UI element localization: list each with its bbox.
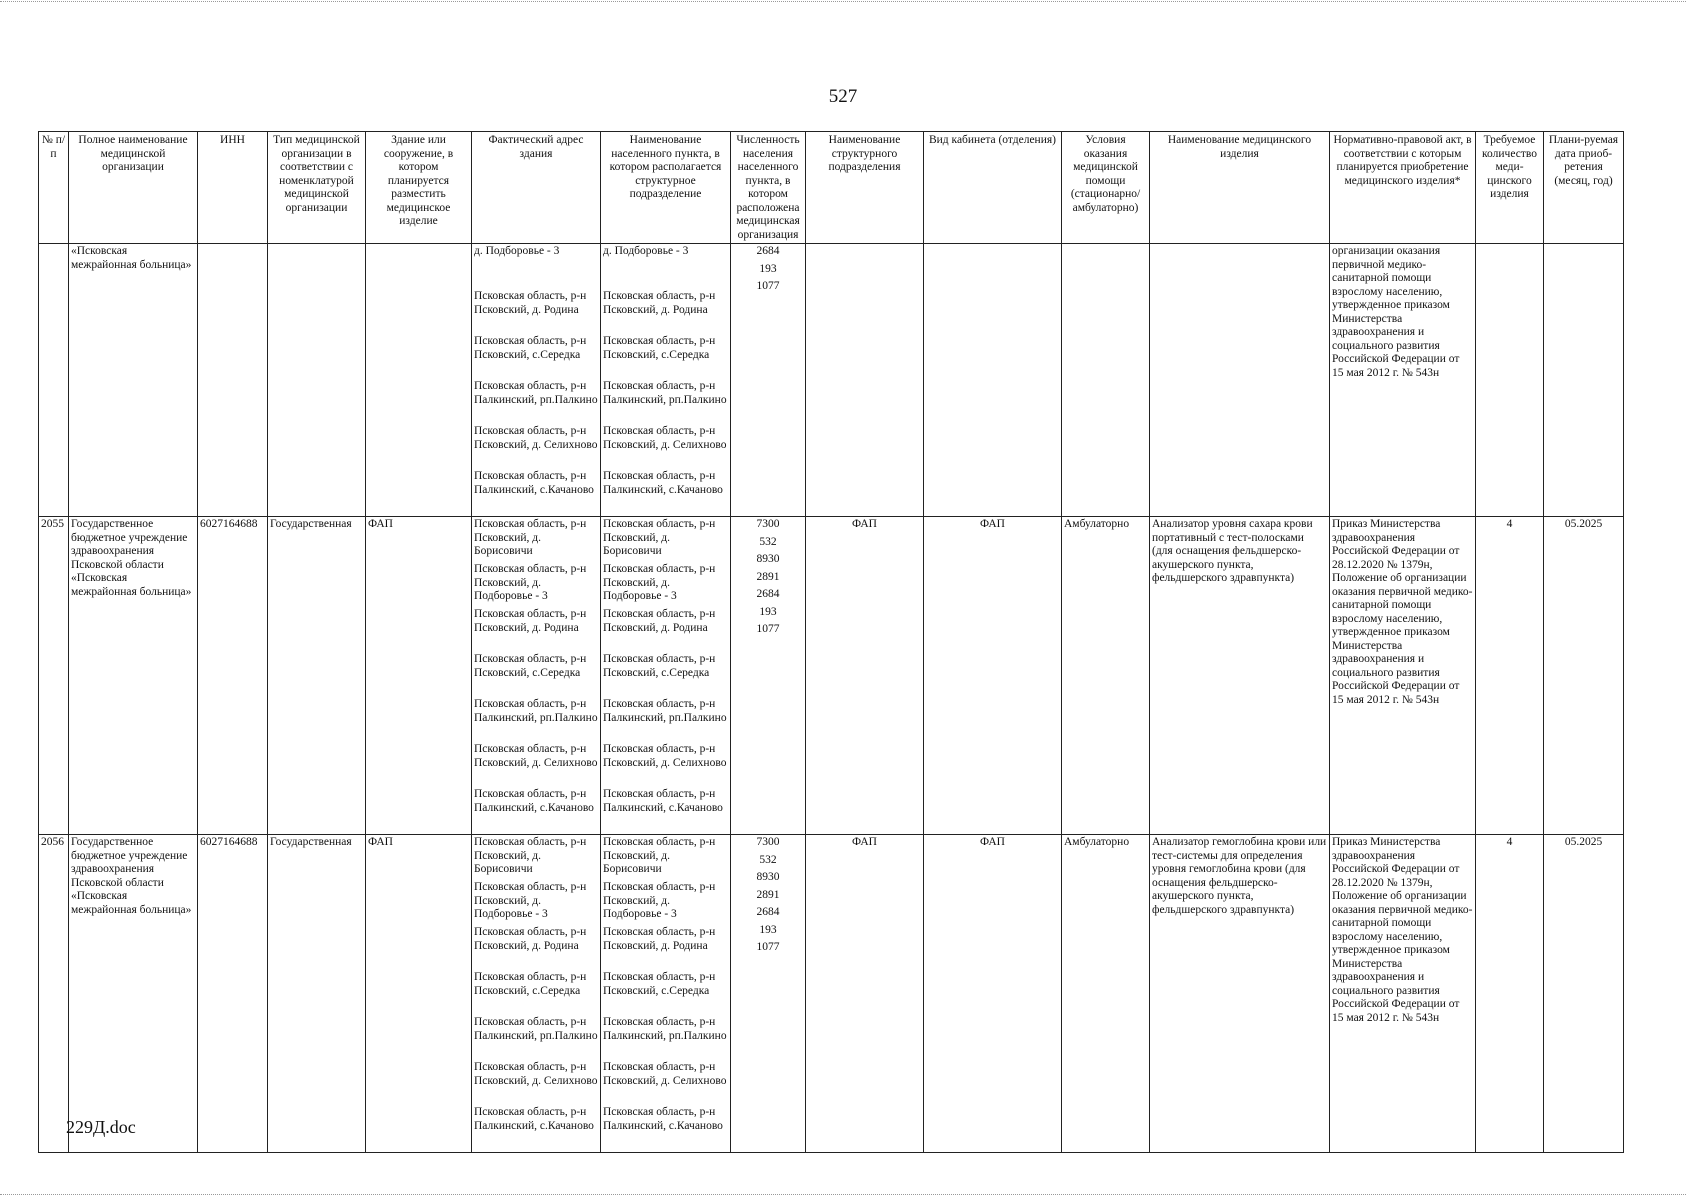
settlement: Псковская область, р-н Псковский, с.Середка xyxy=(603,653,716,679)
address-cell xyxy=(472,835,601,1153)
conditions-cell: Амбулаторно xyxy=(1062,835,1150,1153)
address: Псковская область, р-н Псковский, д. Родина xyxy=(474,608,587,634)
org-name-cell: Государственное бюджетное учреждение здравоохранения Псковской области «Псковская межрайонная больница» xyxy=(69,517,198,835)
device-cell xyxy=(1150,244,1330,517)
division-cell: ФАП xyxy=(806,835,924,1153)
population-value: 7300 xyxy=(756,836,780,848)
org-type-cell: Государственная xyxy=(268,517,366,835)
page-number: 527 xyxy=(828,86,858,107)
row-number-cell xyxy=(39,244,69,517)
row-number-cell: 2056 xyxy=(39,835,69,1153)
settlement: Псковская область, р-н Палкинский, с.Качаново xyxy=(603,470,723,496)
address: Псковская область, р-н Палкинский, рп.Палкино xyxy=(474,380,598,406)
building-cell: ФАП xyxy=(366,517,472,835)
population-value: 532 xyxy=(759,853,777,866)
column-header: Здание или сооружение, в котором планируется разместить медицинское изделие xyxy=(366,132,472,244)
legal-act-cell: Приказ Министерства здравоохранения Российской Федерации от 28.12.2020 № 1379н, Положение об организации оказания первичной медико-санитарной помощи взрослому населению, утвержденное приказом Министерства здравоохранения и социального развития Российской Федерации от 15 мая 2012 г. № 543н xyxy=(1330,835,1476,1153)
address: Псковская область, р-н Псковский, с.Середка xyxy=(474,653,587,679)
inn-cell: 6027164688 xyxy=(198,517,268,835)
settlement: Псковская область, р-н Псковский, д. Родина xyxy=(603,926,716,952)
settlement: Псковская область, р-н Псковский, д. Подборовье - 3 xyxy=(603,881,716,920)
column-header: Нормативно-правовой акт, в соответствии с которым планируется приобретение медицинского изделия* xyxy=(1330,132,1476,244)
footer-filename: 229Д.doc xyxy=(66,1117,136,1137)
address: Псковская область, р-н Псковский, д. Селихново xyxy=(474,1061,598,1087)
conditions-cell: Амбулаторно xyxy=(1062,517,1150,835)
building-cell: ФАП xyxy=(366,835,472,1153)
address-cell xyxy=(472,517,601,835)
column-header: ИНН xyxy=(198,132,268,244)
division-cell: ФАП xyxy=(806,517,924,835)
settlement: Псковская область, р-н Псковский, д. Борисовичи xyxy=(603,836,716,875)
settlement: д. Подборовье - 3 xyxy=(603,245,689,257)
settlement: Псковская область, р-н Палкинский, рп.Палкино xyxy=(603,380,727,406)
address: Псковская область, р-н Псковский, д. Подборовье - 3 xyxy=(474,563,587,602)
population-value: 8930 xyxy=(756,553,780,565)
population-cell xyxy=(731,835,806,1153)
inn-cell: 6027164688 xyxy=(198,835,268,1153)
settlement: Псковская область, р-н Псковский, д. Борисовичи xyxy=(603,518,716,557)
column-header: Наименование структурного подразделения xyxy=(806,132,924,244)
column-header: Наименование населенного пункта, в котором располагается структурное подразделение xyxy=(601,132,731,244)
column-header: Требуемое количество меди-цинского изделия xyxy=(1476,132,1544,244)
table-body xyxy=(39,244,1624,1153)
settlement: Псковская область, р-н Псковский, с.Середка xyxy=(603,335,716,361)
column-header: № п/п xyxy=(39,132,69,244)
address: Псковская область, р-н Палкинский, с.Качаново xyxy=(474,470,594,496)
settlement: Псковская область, р-н Палкинский, рп.Палкино xyxy=(603,1016,727,1042)
population-cell xyxy=(731,244,806,517)
settlement: Псковская область, р-н Псковский, д. Селихново xyxy=(603,1061,727,1087)
device-cell: Анализатор гемоглобина крови или тест-системы для определения уровня гемоглобина крови (для оснащения фельдшерско-акушерского пункта, фельдшерского здравпункта) xyxy=(1150,835,1330,1153)
legal-act-cell: Приказ Министерства здравоохранения Российской Федерации от 28.12.2020 № 1379н, Положение об организации оказания первичной медико-санитарной помощи взрослому населению, утвержденное приказом Министерства здравоохранения и социального развития Российской Федерации от 15 мая 2012 г. № 543н xyxy=(1330,517,1476,835)
population-value: 2684 xyxy=(756,588,780,600)
settlement: Псковская область, р-н Псковский, д. Родина xyxy=(603,608,716,634)
address: Псковская область, р-н Псковский, д. Подборовье - 3 xyxy=(474,881,587,920)
conditions-cell xyxy=(1062,244,1150,517)
column-header: Условия оказания медицинской помощи (стационарно/ амбулаторно) xyxy=(1062,132,1150,244)
settlement: Псковская область, р-н Псковский, д. Подборовье - 3 xyxy=(603,563,716,602)
table-row xyxy=(39,517,1624,835)
address: Псковская область, р-н Псковский, с.Середка xyxy=(474,335,587,361)
address: Псковская область, р-н Псковский, д. Селихново xyxy=(474,743,598,769)
settlement-cell xyxy=(601,244,731,517)
cabinet-cell: ФАП xyxy=(924,517,1062,835)
column-header: Наименование медицинского изделия xyxy=(1150,132,1330,244)
legal-act-cell: организации оказания первичной медико-санитарной помощи взрослому населению, утвержденное приказом Министерства здравоохранения и социального развития Российской Федерации от 15 мая 2012 г. № 543н xyxy=(1330,244,1476,517)
quantity-cell: 4 xyxy=(1476,835,1544,1153)
table-row xyxy=(39,835,1624,1153)
population-value: 193 xyxy=(759,262,777,275)
address-list xyxy=(474,518,598,833)
settlement: Псковская область, р-н Псковский, д. Селихново xyxy=(603,425,727,451)
device-cell: Анализатор уровня сахара крови портативный с тест-полосками (для оснащения фельдшерско-акушерского пункта, фельдшерского здравпункта) xyxy=(1150,517,1330,835)
address: Псковская область, р-н Палкинский, с.Качаново xyxy=(474,788,594,814)
date-cell: 05.2025 xyxy=(1544,517,1624,835)
table-header xyxy=(39,132,1624,244)
address: д. Подборовье - 3 xyxy=(474,245,560,257)
column-header: Фактический адрес здания xyxy=(472,132,601,244)
address: Псковская область, р-н Палкинский, рп.Палкино xyxy=(474,1016,598,1042)
division-cell xyxy=(806,244,924,517)
population-value: 193 xyxy=(759,923,777,936)
scan-edge-top xyxy=(0,1,1686,4)
population-value: 2684 xyxy=(756,245,780,257)
address: Псковская область, р-н Палкинский, с.Качаново xyxy=(474,1106,594,1132)
row-number-cell: 2055 xyxy=(39,517,69,835)
settlement-list xyxy=(603,245,728,515)
building-cell xyxy=(366,244,472,517)
population-value: 532 xyxy=(759,535,777,548)
population-value: 1077 xyxy=(756,941,780,953)
settlement: Псковская область, р-н Псковский, с.Середка xyxy=(603,971,716,997)
address: Псковская область, р-н Псковский, д. Родина xyxy=(474,926,587,952)
address: Псковская область, р-н Псковский, с.Середка xyxy=(474,971,587,997)
settlement: Псковская область, р-н Псковский, д. Родина xyxy=(603,290,716,316)
settlement: Псковская область, р-н Палкинский, рп.Палкино xyxy=(603,698,727,724)
column-header: Тип медицинской организации в соответствии с номенклатурой медицинской организации xyxy=(268,132,366,244)
address-list xyxy=(474,836,598,1151)
cabinet-cell xyxy=(924,244,1062,517)
address: Псковская область, р-н Псковский, д. Борисовичи xyxy=(474,836,587,875)
inn-cell xyxy=(198,244,268,517)
settlement-cell xyxy=(601,517,731,835)
settlement-list xyxy=(603,836,728,1151)
quantity-cell xyxy=(1476,244,1544,517)
settlement: Псковская область, р-н Палкинский, с.Качаново xyxy=(603,788,723,814)
population-value: 1077 xyxy=(756,280,780,292)
cabinet-cell: ФАП xyxy=(924,835,1062,1153)
medical-device-table xyxy=(38,131,1624,1153)
address: Псковская область, р-н Псковский, д. Борисовичи xyxy=(474,518,587,557)
address: Псковская область, р-н Псковский, д. Родина xyxy=(474,290,587,316)
population-value: 2891 xyxy=(756,570,780,583)
settlement: Псковская область, р-н Псковский, д. Селихново xyxy=(603,743,727,769)
org-name-cell: «Псковская межрайонная больница» xyxy=(69,244,198,517)
settlement-cell xyxy=(601,835,731,1153)
address: Псковская область, р-н Палкинский, рп.Палкино xyxy=(474,698,598,724)
population-value: 7300 xyxy=(756,518,780,530)
population-cell xyxy=(731,517,806,835)
address: Псковская область, р-н Псковский, д. Селихново xyxy=(474,425,598,451)
column-header: Вид кабинета (отделения) xyxy=(924,132,1062,244)
scan-edge-bottom xyxy=(0,1194,1686,1197)
population-value: 2684 xyxy=(756,906,780,918)
table-row-continuation xyxy=(39,244,1624,517)
settlement: Псковская область, р-н Палкинский, с.Качаново xyxy=(603,1106,723,1132)
population-value: 2891 xyxy=(756,888,780,901)
population-value: 193 xyxy=(759,605,777,618)
column-header: Плани-руемая дата приоб-ретения (месяц, год) xyxy=(1544,132,1624,244)
address-list xyxy=(474,245,598,515)
org-type-cell xyxy=(268,244,366,517)
address-cell xyxy=(472,244,601,517)
population-value: 8930 xyxy=(756,871,780,883)
column-header: Численность населения населенного пункта, в котором расположена медицинская организация xyxy=(731,132,806,244)
header-row xyxy=(39,132,1624,244)
population-value: 1077 xyxy=(756,623,780,635)
column-header: Полное наименование медицинской организации xyxy=(69,132,198,244)
settlement-list xyxy=(603,518,728,833)
date-cell: 05.2025 xyxy=(1544,835,1624,1153)
org-name-cell: Государственное бюджетное учреждение здравоохранения Псковской области «Псковская межрайонная больница» xyxy=(69,835,198,1153)
org-type-cell: Государственная xyxy=(268,835,366,1153)
quantity-cell: 4 xyxy=(1476,517,1544,835)
date-cell xyxy=(1544,244,1624,517)
